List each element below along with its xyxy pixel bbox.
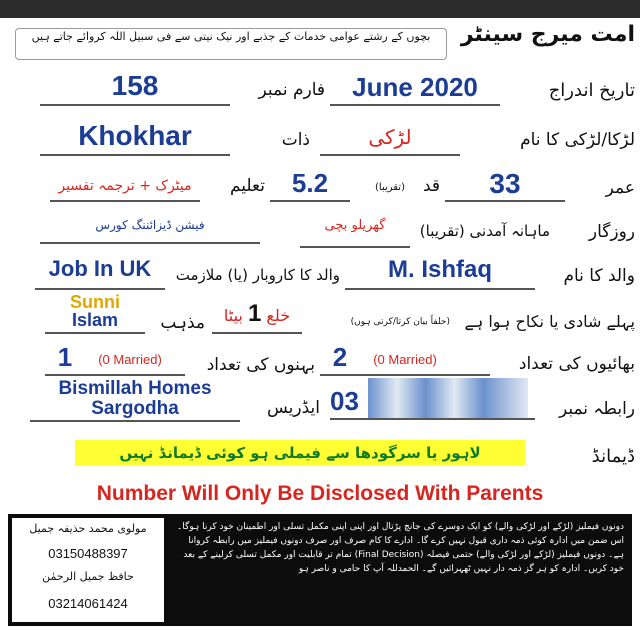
religion-value-line1: Sunni [70,292,120,312]
child-line [320,154,460,156]
occupation-value: فیشن ڈیزائننگ کورس [95,218,205,232]
caste-line [40,154,230,156]
sisters-line [320,374,490,376]
contact1-phone: 03150488397 [48,546,128,561]
height-label: قد [422,176,440,196]
brothers-note: (0 Married) [98,352,162,367]
date-value: June 2020 [352,72,478,102]
header-tagline: بچوں کے رشتے عوامی خدمات کے جذبے اور نیک نیتی سے فی سبیل اللہ کروائے جاتے ہیں [15,28,447,60]
form-no-value: 158 [111,70,159,101]
top-strip [0,0,640,18]
contact-redaction [368,378,528,420]
age-value: 33 [489,168,521,199]
father-job-value: Job In UK [48,256,152,281]
religion-value-line2: Islam [71,310,119,330]
contact-label: رابطہ نمبر [558,399,635,419]
contact2-name: حافظ جمیل الرحمٰن [42,570,134,583]
education-line [50,200,200,202]
disclosure-notice: Number Will Only Be Disclosed With Parents [96,482,544,505]
date-line [330,104,500,106]
footer-panel [8,514,632,626]
address-line [30,420,240,422]
brothers-line [45,374,185,376]
address-label: ایڈریس [267,398,320,418]
occupation-label: روزگار [588,222,635,242]
income-label: ماہانہ آمدنی (تقریبا) [419,222,550,240]
prev-marriage-note: (حلفاً بیان کرتا/کرتی ہوں) [350,317,450,327]
contact1-name: مولوی محمد حذیفہ جمیل [29,522,147,535]
prev-marriage-label: پہلے شادی یا نکاح ہوا ہے [464,312,635,331]
child-label: لڑکا/لڑکی کا نام [520,130,635,150]
footer-contacts [12,518,164,622]
religion-line [45,332,145,334]
form-no-label: فارم نمبر [258,80,325,100]
height-line [270,200,350,202]
contact-value: 03 [330,386,359,416]
sisters-label: بہنوں کی تعداد [206,355,315,375]
form-no-line [40,104,230,106]
footer-terms: دونوں فیملیز (لڑکے اور لڑکی والے) کو ایک دوسرے کی جانچ پڑتال اور اپنی اپنی مکمل تسلی اور اطمینان خود کرنا ہوگا۔ اس ضمن میں ادارہ کوئی ذمہ داری قبول نہیں کرے گا۔ ادارے کا کام صرف اور صرف دونوں فیملیز میں رابطہ کروانا ہے۔ دونوں فیملیز (لڑکے اور لڑکی والے) حتمی فیصلہ (Final Decision) تمام تر قابلیت اور مکمل تسلی کرلینے کے بعد خود کریں۔ ادارہ کو ہر گز ذمہ دار نہیں ٹھہرائیں گے۔ الحمدللہ آپ کا حامی و ناصر ہو [177,522,624,574]
prev-marriage-num: 1 [247,300,262,327]
father-job-label: والد کا کاروبار (یا) ملازمت [175,266,340,284]
date-label: تاریخ اندراج [548,80,635,101]
height-value: 5.2 [291,168,329,198]
address-line1: Bismillah Homes [58,378,212,399]
age-label: عمر [605,178,635,198]
age-line [445,200,565,202]
demand-label: ڈیمانڈ [591,446,635,467]
brothers-value: 1 [57,342,73,372]
father-job-line [35,288,165,290]
father-label: والد کا نام [563,266,635,286]
sisters-note: (0 Married) [373,352,437,367]
center-name: امت میرج سینٹر [460,22,635,47]
contact-value-box [330,386,535,416]
income-line [300,246,410,248]
father-line [345,288,535,290]
prev-marriage-line [212,332,302,334]
education-label: تعلیم [229,176,265,196]
contact-line [330,418,535,420]
education-value: میٹرک + ترجمہ تفسیر [58,178,192,194]
child-value: لڑکی [368,125,412,149]
contact2-phone: 03214061424 [48,596,128,611]
address-line2: Sargodha [91,398,179,419]
prev-marriage-son: بیٹا [223,306,243,325]
caste-value: Khokhar [78,120,192,151]
occupation-line [40,242,260,244]
prev-marriage-value [212,300,302,332]
father-value: M. Ishfaq [387,256,492,283]
caste-label: ذات [281,130,310,150]
religion-label: مذہب [160,313,205,333]
demand-value: لاہور یا سرگودھا سے فیملی ہو کوئی ڈیمانڈ نہیں [75,440,525,466]
height-note: (تقریبا) [374,182,405,193]
prev-marriage-khula: خلع [266,306,291,325]
income-value: گھریلو بچی [324,218,386,233]
sisters-value: 2 [332,342,348,372]
brothers-label: بھائیوں کی تعداد [518,354,635,374]
